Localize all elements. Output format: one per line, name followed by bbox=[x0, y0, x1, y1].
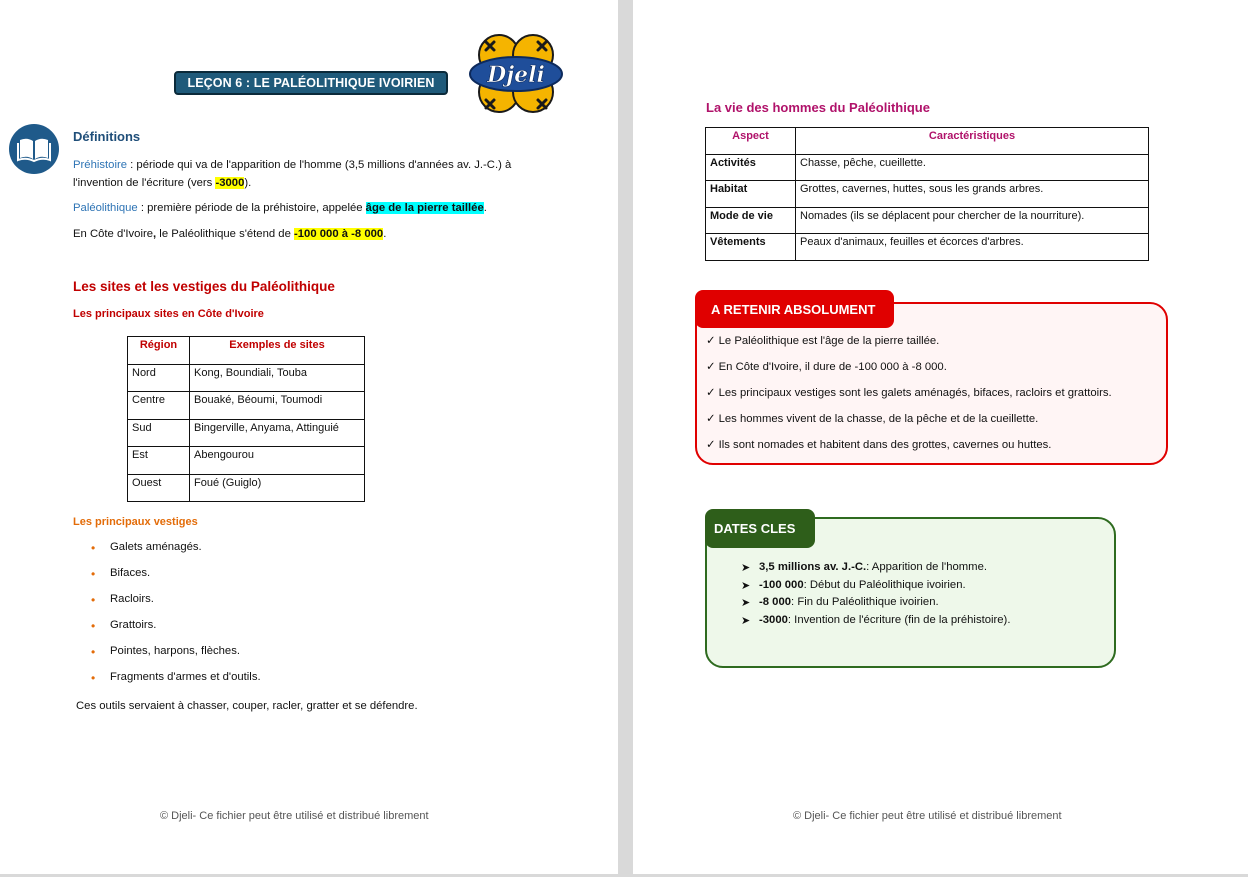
list-item bbox=[706, 412, 1112, 438]
list-item bbox=[706, 360, 1112, 386]
date-text: : Invention de l'écriture (fin de la préhistoire). bbox=[787, 613, 1011, 626]
list-item bbox=[741, 614, 1010, 632]
arrow-bullet-icon: ➤ bbox=[741, 579, 751, 592]
document-page-2 bbox=[633, 0, 1248, 874]
checkmark-icon: ✓ bbox=[706, 387, 719, 399]
table-header: Région bbox=[128, 337, 190, 365]
document-page-1 bbox=[0, 0, 618, 874]
bullet-dot-icon: • bbox=[91, 567, 96, 581]
list-item-text: Les principaux vestiges sont les galets aménagés, bifaces, racloirs et grattoirs. bbox=[718, 387, 1112, 399]
definition-text: : première période de la préhistoire, appelée bbox=[137, 202, 366, 214]
list-item bbox=[741, 579, 1010, 597]
definitions-heading: Définitions bbox=[73, 129, 141, 144]
sites-heading: Les sites et les vestiges du Paléolithique bbox=[73, 279, 335, 294]
list-item bbox=[706, 386, 1112, 412]
retenir-list bbox=[706, 334, 1112, 464]
list-item-text: Ils sont nomades et habitent dans des grottes, cavernes ou huttes. bbox=[718, 439, 1052, 451]
list-item-text: Racloirs. bbox=[110, 593, 154, 605]
table-row bbox=[128, 364, 365, 392]
list-item-text: En Côte d'Ivoire, il dure de -100 000 à -8 000. bbox=[718, 361, 947, 373]
list-item-text: Le Paléolithique est l'âge de la pierre taillée. bbox=[718, 335, 940, 347]
list-item-text: Bifaces. bbox=[110, 567, 151, 579]
page-footer: © Djeli- Ce fichier peut être utilisé et distribué librement bbox=[793, 810, 1062, 822]
bullet-dot-icon: • bbox=[91, 593, 96, 607]
table-header-row bbox=[706, 128, 1149, 155]
list-item bbox=[741, 596, 1010, 614]
list-item bbox=[91, 671, 261, 697]
date-label: -100 000 bbox=[759, 578, 804, 591]
list-item-text: Les hommes vivent de la chasse, de la pêche et de la cueillette. bbox=[718, 413, 1039, 425]
sites-subheading: Les principaux sites en Côte d'Ivoire bbox=[73, 308, 264, 320]
lesson-title: LEÇON 6 : LE PALÉOLITHIQUE IVOIRIEN bbox=[174, 71, 448, 95]
definition-text: . bbox=[383, 228, 387, 240]
definition-text: ). bbox=[244, 177, 252, 189]
table-row bbox=[706, 207, 1149, 234]
page-footer: © Djeli- Ce fichier peut être utilisé et distribué librement bbox=[160, 810, 429, 822]
list-item bbox=[91, 593, 261, 619]
retenir-title: A RETENIR ABSOLUMENT bbox=[695, 290, 894, 328]
dates-list bbox=[741, 561, 1010, 631]
arrow-bullet-icon: ➤ bbox=[741, 614, 751, 627]
arrow-bullet-icon: ➤ bbox=[741, 562, 751, 574]
date-text: : Fin du Paléolithique ivoirien. bbox=[791, 596, 939, 609]
table-row bbox=[128, 392, 365, 420]
table-cell: Kong, Boundiali, Touba bbox=[190, 364, 365, 392]
table-cell: Nord bbox=[128, 364, 190, 392]
table-cell: Mode de vie bbox=[706, 207, 796, 234]
table-row bbox=[706, 154, 1149, 181]
highlight-term: âge de la pierre taillée bbox=[365, 202, 484, 214]
date-label: 3,5 millions av. J.-C. bbox=[759, 561, 867, 573]
table-cell: Bouaké, Béoumi, Toumodi bbox=[190, 392, 365, 420]
logo-text: Djeli bbox=[487, 62, 545, 88]
highlight-period: -100 000 à -8 000 bbox=[294, 228, 384, 240]
date-text: : Début du Paléolithique ivoirien. bbox=[803, 578, 966, 591]
list-item bbox=[706, 438, 1112, 464]
djeli-logo bbox=[464, 30, 568, 120]
bullet-dot-icon: • bbox=[91, 645, 96, 659]
date-label: -8 000 bbox=[759, 596, 792, 609]
table-row bbox=[128, 419, 365, 447]
table-cell: Chasse, pêche, cueillette. bbox=[796, 154, 1149, 181]
highlight-date: -3000 bbox=[215, 177, 245, 189]
definition-text: En Côte d'Ivoire bbox=[73, 228, 154, 240]
table-cell: Peaux d'animaux, feuilles et écorces d'arbres. bbox=[796, 234, 1149, 261]
sites-table bbox=[127, 336, 365, 502]
bullet-dot-icon: • bbox=[91, 619, 96, 633]
list-item bbox=[91, 541, 261, 567]
table-cell: Foué (Guiglo) bbox=[190, 474, 365, 502]
list-item bbox=[706, 334, 1112, 360]
checkmark-icon: ✓ bbox=[706, 361, 719, 373]
life-heading: La vie des hommes du Paléolithique bbox=[706, 100, 930, 115]
table-row bbox=[706, 181, 1149, 208]
table-cell: Est bbox=[128, 447, 190, 475]
definition-prehistoire bbox=[73, 156, 553, 192]
table-header: Caractéristiques bbox=[796, 128, 1149, 155]
definition-text: l'invention de l'écriture (vers bbox=[73, 177, 216, 189]
table-cell: Sud bbox=[128, 419, 190, 447]
table-cell: Nomades (ils se déplacent pour chercher de la nourriture). bbox=[796, 207, 1149, 234]
closing-sentence: Ces outils servaient à chasser, couper, racler, gratter et se défendre. bbox=[76, 700, 418, 712]
table-row bbox=[128, 447, 365, 475]
bullet-dot-icon: • bbox=[91, 541, 96, 555]
checkmark-icon: ✓ bbox=[706, 335, 719, 347]
table-header: Aspect bbox=[706, 128, 796, 155]
date-label: -3000 bbox=[759, 613, 788, 626]
definition-text: le Paléolithique s'étend de bbox=[156, 228, 294, 240]
table-cell: Ouest bbox=[128, 474, 190, 502]
arrow-bullet-icon: ➤ bbox=[741, 597, 751, 610]
list-item-text: Galets aménagés. bbox=[110, 541, 202, 553]
table-cell: Abengourou bbox=[190, 447, 365, 475]
table-row bbox=[128, 474, 365, 502]
definition-cote-ivoire bbox=[73, 225, 386, 243]
date-text: : Apparition de l'homme. bbox=[866, 561, 987, 573]
table-cell: Habitat bbox=[706, 181, 796, 208]
list-item-text: Grattoirs. bbox=[110, 619, 157, 631]
dates-title: DATES CLES bbox=[705, 509, 815, 548]
vestiges-heading: Les principaux vestiges bbox=[73, 516, 198, 528]
table-cell: Bingerville, Anyama, Attinguié bbox=[190, 419, 365, 447]
table-cell: Activités bbox=[706, 154, 796, 181]
vestiges-list bbox=[91, 541, 261, 697]
definition-paleolithique bbox=[73, 199, 487, 217]
list-item-text: Fragments d'armes et d'outils. bbox=[110, 671, 261, 683]
definition-text: . bbox=[483, 202, 487, 214]
list-item-text: Pointes, harpons, flèches. bbox=[110, 645, 240, 657]
definition-comma: , bbox=[153, 228, 157, 240]
list-item bbox=[91, 619, 261, 645]
table-header-row bbox=[128, 337, 365, 365]
table-cell: Centre bbox=[128, 392, 190, 420]
table-header: Exemples de sites bbox=[190, 337, 365, 365]
list-item bbox=[91, 567, 261, 593]
definition-text: : période qui va de l'apparition de l'homme (3,5 millions d'années av. J.-C.) à bbox=[127, 159, 512, 171]
bullet-dot-icon: • bbox=[91, 671, 96, 685]
table-cell: Vêtements bbox=[706, 234, 796, 261]
table-row bbox=[706, 234, 1149, 261]
table-cell: Grottes, cavernes, huttes, sous les grands arbres. bbox=[796, 181, 1149, 208]
open-book-icon bbox=[9, 124, 59, 174]
term-prehistoire: Préhistoire bbox=[73, 159, 127, 171]
checkmark-icon: ✓ bbox=[706, 439, 719, 451]
life-table bbox=[705, 127, 1149, 261]
checkmark-icon: ✓ bbox=[706, 413, 719, 425]
term-paleolithique: Paléolithique bbox=[73, 202, 138, 214]
list-item bbox=[741, 561, 1010, 579]
list-item bbox=[91, 645, 261, 671]
